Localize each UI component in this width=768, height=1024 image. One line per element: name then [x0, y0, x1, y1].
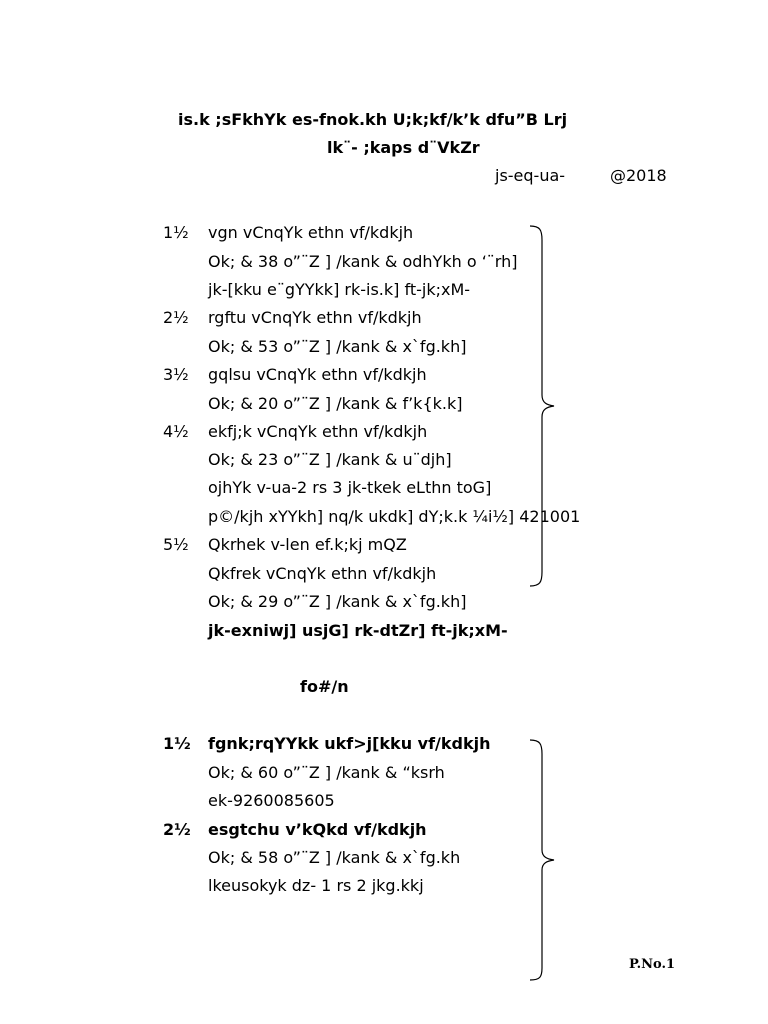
party-line: ojhYk v-ua-2 rs 3 jk-tkek eLthn toG]: [208, 478, 492, 497]
party-line: Ok; & 20 o”¨Z ] /kank & f’k{k.k]: [208, 394, 463, 413]
party-number: 4½: [163, 422, 189, 441]
case-ref-label: js-eq-ua-: [495, 166, 566, 185]
court-title-line1: is.k ;sFkhYk es-fnok.kh U;k;kf/k’k dfu”B Lrj: [178, 110, 568, 129]
court-title-line2: lk¨- ;kaps d¨VkZr: [327, 138, 480, 157]
party-address: jk-exniwj] usjG] rk-dtZr] ft-jk;xM-: [208, 621, 508, 640]
party-line: Ok; & 23 o”¨Z ] /kank & u¨djh]: [208, 450, 452, 469]
party-line: p©/kjh xYYkh] nq/k ukdk] dY;k.k ¼i½] 421001: [208, 507, 581, 526]
party-line: vgn vCnqYk ethn vf/kdkjh: [208, 223, 414, 242]
party-number: 3½: [163, 365, 189, 384]
respondent-line: Ok; & 60 o”¨Z ] /kank & “ksrh: [208, 763, 445, 782]
party-line: jk-[kku e¨gYYkk] rk-is.k] ft-jk;xM-: [208, 280, 471, 299]
party-brace: [530, 226, 554, 586]
party-number: 1½: [163, 223, 189, 242]
respondent-name: esgtchu v’kQkd vf/kdkjh: [208, 820, 427, 839]
respondent-number: 2½: [163, 820, 191, 839]
party-number: 2½: [163, 308, 189, 327]
party-line: ekfj;k vCnqYk ethn vf/kdkjh: [208, 422, 428, 441]
respondent-line: Ok; & 58 o”¨Z ] /kank & x`fg.kh: [208, 848, 461, 867]
page-number: P.No.1: [629, 957, 676, 972]
party-line: Ok; & 53 o”¨Z ] /kank & x`fg.kh]: [208, 337, 467, 356]
versus-label: fo#/n: [300, 677, 349, 696]
respondent-line: ek-9260085605: [208, 791, 335, 810]
party-number: 5½: [163, 535, 189, 554]
party-line: gqlsu vCnqYk ethn vf/kdkjh: [208, 365, 427, 384]
case-year: @2018: [610, 166, 667, 185]
respondent-name: fgnk;rqYYkk ukf>j[kku vf/kdkjh: [208, 734, 491, 753]
party-line: rgftu vCnqYk ethn vf/kdkjh: [208, 308, 422, 327]
party-line: Qkrhek v-len ef.k;kj mQZ: [208, 535, 407, 554]
party-line: Ok; & 29 o”¨Z ] /kank & x`fg.kh]: [208, 592, 467, 611]
party-line: Ok; & 38 o”¨Z ] /kank & odhYkh o ‘¨rh]: [208, 252, 518, 271]
respondent-brace: [530, 740, 554, 980]
party-line: Qkfrek vCnqYk ethn vf/kdkjh: [208, 564, 437, 583]
respondent-number: 1½: [163, 734, 191, 753]
respondent-line: lkeusokyk dz- 1 rs 2 jkg.kkj: [208, 876, 424, 895]
